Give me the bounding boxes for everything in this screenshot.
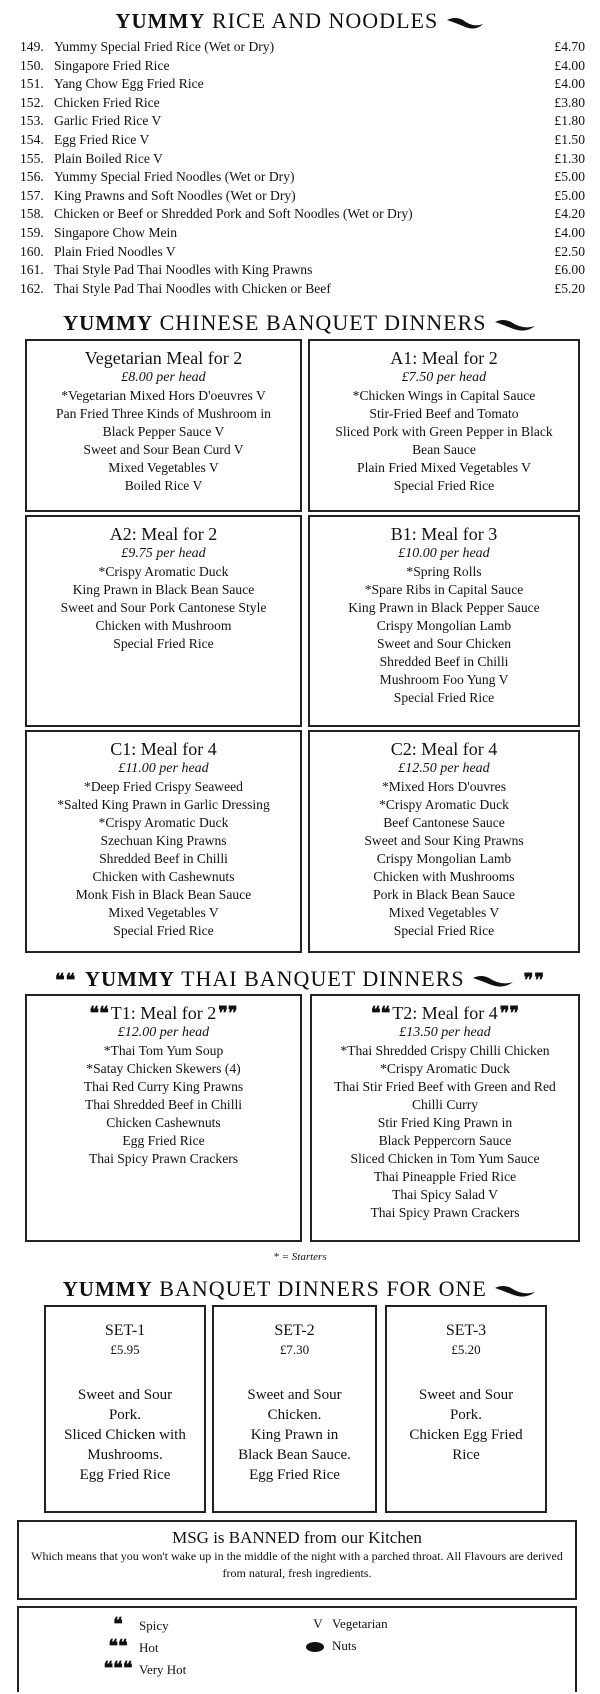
set-dish: Sweet and Sour <box>77 1387 173 1403</box>
meal-price: £10.00 per head <box>398 546 490 561</box>
item-number: 154. <box>20 131 44 147</box>
set-dish: Black Bean Sauce. <box>238 1447 351 1463</box>
item-price: £4.00 <box>554 76 585 92</box>
item-number: 156. <box>20 169 44 185</box>
section-name: CHINESE BANQUET DINNERS <box>153 310 487 335</box>
meal-price: £9.75 per head <box>121 546 206 561</box>
chili-pepper-icon: ❝❝ <box>54 970 77 990</box>
meal-dish: *Thai Tom Yum Soup <box>103 1043 224 1058</box>
meal-price: £8.00 per head <box>121 370 206 385</box>
meal-title: A2: Meal for 2 <box>109 524 218 544</box>
meal-dish: *Crispy Aromatic Duck <box>379 797 509 812</box>
set-title: SET-2 <box>274 1322 315 1339</box>
meal-dish: Pork in Black Bean Sauce <box>373 887 515 902</box>
menu-item-row <box>20 224 585 243</box>
set-dish: Egg Fried Rice <box>79 1467 171 1483</box>
item-price: £1.30 <box>554 150 585 166</box>
meal-title: ❝❝ T2: Meal for 4 ❞❞ <box>370 1003 520 1023</box>
meal-dish: *Satay Chicken Skewers (4) <box>86 1061 241 1076</box>
thai-banquet-title <box>0 966 600 992</box>
meal-dish: *Crispy Aromatic Duck <box>380 1061 510 1076</box>
item-number: 153. <box>20 113 44 129</box>
item-number: 162. <box>20 280 44 296</box>
meal-dish: Sweet and Sour Pork Cantonese Style <box>60 600 267 615</box>
set-dish: Sweet and Sour <box>247 1387 342 1403</box>
item-price: £2.50 <box>554 243 585 259</box>
chili-icon: ❝❝ <box>89 1003 109 1023</box>
set-dish: Pork. <box>108 1407 142 1423</box>
meal-title: A1: Meal for 2 <box>390 348 498 368</box>
item-price: £5.00 <box>554 187 585 203</box>
menu-item-row <box>20 112 585 131</box>
legend-nuts: Nuts <box>304 1636 357 1656</box>
item-price: £5.00 <box>554 169 585 185</box>
meal-dish: Shredded Beef in Chilli <box>379 654 509 669</box>
legend-vegetarian: V Vegetarian <box>304 1614 388 1634</box>
meal-dish: Mushroom Foo Yung V <box>379 672 509 687</box>
meal-dish: Thai Shredded Beef in Chilli <box>84 1097 243 1112</box>
set-dish: Pork. <box>449 1407 483 1423</box>
menu-item-row <box>20 57 585 76</box>
set-title: SET-3 <box>445 1322 487 1339</box>
item-price: £1.80 <box>554 113 585 129</box>
meal-dish: Black Pepper Sauce V <box>102 424 225 439</box>
meal-dish: Stir Fried King Prawn in <box>377 1115 513 1130</box>
legend-very-hot: ❝❝❝ Very Hot <box>97 1658 186 1680</box>
legend-spicy: ❝ Spicy <box>97 1614 169 1636</box>
set-dish: Rice <box>452 1447 480 1463</box>
thai-meal-card <box>25 994 302 1242</box>
meal-dish: Sweet and Sour Bean Curd V <box>83 442 244 457</box>
chili-pepper-icon <box>445 14 485 32</box>
yummy-word: YUMMY <box>115 9 206 33</box>
section-name: RICE AND NOODLES <box>205 8 439 33</box>
meal-dish: Chicken with Mushrooms <box>373 869 515 884</box>
meal-dish: *Salted King Prawn in Garlic Dressing <box>57 797 270 812</box>
legend-hot: ❝❝ Hot <box>97 1636 159 1658</box>
meal-dish: Special Fried Rice <box>393 923 495 938</box>
yummy-word: YUMMY <box>84 967 175 991</box>
meal-dish: Szechuan King Prawns <box>100 833 227 848</box>
rice-noodles-list <box>20 38 585 298</box>
meal-dish: Mixed Vegetables V <box>108 460 219 475</box>
meal-dish: Thai Spicy Salad V <box>392 1187 498 1202</box>
item-name: Singapore Chow Mein <box>54 224 178 240</box>
item-number: 149. <box>20 39 44 54</box>
double-chili-icon: ❝❝ <box>108 1636 128 1656</box>
meal-dish: *Deep Fried Crispy Seaweed <box>84 779 243 794</box>
msg-text: Which means that you won't wake up in the middle of the night with a parched throat. All Flavours are derived from natural, fresh ingredients. <box>31 1549 563 1580</box>
meal-dish: Shredded Beef in Chilli <box>99 851 228 866</box>
menu-item-row <box>20 261 585 280</box>
meal-dish: *Chicken Wings in Capital Sauce <box>352 388 536 403</box>
meal-dish: Black Peppercorn Sauce <box>378 1133 512 1148</box>
chinese-meal-card <box>308 515 580 727</box>
set-dish: Sliced Chicken with <box>64 1427 186 1443</box>
meal-dish: Special Fried Rice <box>393 478 495 493</box>
meal-dish: Chicken with Cashewnuts <box>92 869 235 884</box>
meal-dish: Sliced Pork with Green Pepper in Black <box>335 424 553 439</box>
section-name: THAI BANQUET DINNERS <box>174 966 465 991</box>
set-card <box>385 1305 547 1513</box>
item-name: Chicken Fried Rice <box>54 94 160 110</box>
chinese-meal-card <box>308 339 580 512</box>
menu-item-row <box>20 168 585 187</box>
item-name: Thai Style Pad Thai Noodles with Chicken or Beef <box>54 280 331 296</box>
menu-item-row <box>20 38 585 57</box>
msg-notice <box>17 1520 577 1600</box>
meal-title: C2: Meal for 4 <box>390 739 498 759</box>
menu-item-row <box>20 131 585 150</box>
meal-dish: Chilli Curry <box>411 1097 479 1112</box>
menu-item-row <box>20 150 585 169</box>
set-card <box>44 1305 206 1513</box>
chili-icon: ❝ <box>113 1614 123 1634</box>
item-price: £4.00 <box>554 57 585 73</box>
chinese-meal-card <box>25 730 302 953</box>
meal-dish: Monk Fish in Black Bean Sauce <box>75 887 252 902</box>
meal-dish: Pan Fried Three Kinds of Mushroom in <box>56 406 271 421</box>
meal-dish: Thai Pineapple Fried Rice <box>373 1169 517 1184</box>
yummy-word: YUMMY <box>62 311 154 335</box>
item-name: Yummy Special Fried Noodles (Wet or Dry) <box>54 169 295 185</box>
item-name: Yang Chow Egg Fried Rice <box>54 76 204 92</box>
meal-price: £12.00 per head <box>117 1025 210 1040</box>
item-price: £4.20 <box>554 206 585 222</box>
set-dish: Mushrooms. <box>87 1447 163 1463</box>
set-dish: Chicken Egg Fried <box>409 1427 523 1443</box>
meal-dish: Mixed Vegetables V <box>108 905 219 920</box>
yummy-word: YUMMY <box>62 1277 153 1301</box>
set-price: £5.95 <box>110 1342 140 1357</box>
chili-pepper-icon: ❞❞ <box>523 970 546 990</box>
meal-title: Vegetarian Meal for 2 <box>84 348 243 368</box>
meal-title: B1: Meal for 3 <box>390 524 498 544</box>
chili-icon: ❞❞ <box>218 1003 238 1023</box>
meal-dish: Boiled Rice V <box>124 478 203 493</box>
rice-noodles-title <box>0 8 600 34</box>
meal-dish: *Thai Shredded Crispy Chilli Chicken <box>340 1043 550 1058</box>
item-number: 155. <box>20 150 44 166</box>
meal-dish: Beef Cantonese Sauce <box>383 815 505 830</box>
menu-item-row <box>20 280 585 299</box>
item-name: Egg Fried Rice V <box>54 131 150 147</box>
item-price: £1.50 <box>554 131 585 147</box>
item-name: Chicken or Beef or Shredded Pork and Soft Noodles (Wet or Dry) <box>54 206 413 222</box>
set-price: £7.30 <box>279 1342 310 1357</box>
section-name: BANQUET DINNERS FOR ONE <box>152 1276 487 1301</box>
nut-icon <box>304 1641 326 1653</box>
item-name: Yummy Special Fried Rice (Wet or Dry) <box>54 39 275 54</box>
menu-item-row <box>20 187 585 206</box>
chinese-banquet-title <box>0 310 600 336</box>
set-title: SET-1 <box>104 1322 146 1339</box>
msg-title: MSG is BANNED from our Kitchen <box>172 1528 422 1547</box>
chili-pepper-icon <box>493 316 537 334</box>
meal-dish: Sliced Chicken in Tom Yum Sauce <box>350 1151 540 1166</box>
menu-item-row <box>20 75 585 94</box>
vegetarian-symbol: V <box>313 1616 323 1631</box>
meal-price: £11.00 per head <box>118 761 209 776</box>
item-name: Singapore Fried Rice <box>54 57 170 73</box>
meal-dish: *Spare Ribs in Capital Sauce <box>364 582 524 597</box>
set-dish: Chicken. <box>267 1407 322 1423</box>
set-dish: Egg Fried Rice <box>249 1467 340 1483</box>
meal-dish: Thai Spicy Prawn Crackers <box>370 1205 520 1220</box>
item-name: Garlic Fried Rice V <box>54 113 162 129</box>
meal-price: £12.50 per head <box>398 761 490 776</box>
menu-item-row <box>20 94 585 113</box>
meal-dish: Special Fried Rice <box>113 636 214 651</box>
chinese-meal-card <box>308 730 580 953</box>
set-price: £5.20 <box>451 1342 481 1357</box>
item-price: £3.80 <box>554 94 585 110</box>
item-number: 159. <box>20 224 44 240</box>
meal-price: £13.50 per head <box>399 1025 491 1040</box>
item-price: £4.70 <box>554 39 585 54</box>
meal-dish: Plain Fried Mixed Vegetables V <box>357 460 531 475</box>
item-number: 161. <box>20 262 44 278</box>
item-price: £6.00 <box>554 262 585 278</box>
chinese-meal-card <box>25 515 302 727</box>
chinese-meal-card <box>25 339 302 512</box>
meal-dish: Chicken Cashewnuts <box>106 1115 221 1130</box>
item-number: 151. <box>20 76 44 92</box>
meal-dish: Thai Spicy Prawn Crackers <box>88 1151 239 1166</box>
set-dish: King Prawn in <box>250 1427 339 1443</box>
meal-dish: Mixed Vegetables V <box>388 905 500 920</box>
item-price: £4.00 <box>554 224 585 240</box>
meal-title: C1: Meal for 4 <box>110 739 217 759</box>
meal-dish: *Spring Rolls <box>406 564 482 579</box>
item-name: King Prawns and Soft Noodles (Wet or Dry) <box>54 187 296 203</box>
item-number: 160. <box>20 243 44 259</box>
meal-dish: Thai Red Curry King Prawns <box>83 1079 244 1094</box>
meal-title: ❝❝ T1: Meal for 2 ❞❞ <box>89 1003 238 1023</box>
item-name: Plain Boiled Rice V <box>54 150 163 166</box>
item-number: 152. <box>20 94 44 110</box>
meal-dish: Sweet and Sour King Prawns <box>364 833 524 848</box>
legend-box <box>17 1606 577 1692</box>
menu-item-row <box>20 243 585 262</box>
meal-dish: King Prawn in Black Bean Sauce <box>72 582 255 597</box>
meal-dish: *Vegetarian Mixed Hors D'oeuvres V <box>61 388 266 403</box>
meal-price: £7.50 per head <box>401 370 487 385</box>
starters-note: * = Starters <box>273 1251 327 1263</box>
meal-dish: *Crispy Aromatic Duck <box>98 564 229 579</box>
meal-dish: Stir-Fried Beef and Tomato <box>369 406 519 421</box>
item-number: 158. <box>20 206 44 222</box>
meal-dish: Chicken with Mushroom <box>95 618 232 633</box>
item-price: £5.20 <box>554 280 585 296</box>
meal-dish: Crispy Mongolian Lamb <box>376 618 512 633</box>
meal-dish: Special Fried Rice <box>393 690 495 705</box>
meal-dish: Egg Fried Rice <box>122 1133 205 1148</box>
chili-icon: ❞❞ <box>499 1003 520 1023</box>
thai-meal-card <box>310 994 580 1242</box>
set-dish: Sweet and Sour <box>418 1387 514 1403</box>
meal-dish: Bean Sauce <box>412 442 476 457</box>
chili-pepper-icon <box>471 972 515 990</box>
banquet-for-one-title <box>0 1276 600 1302</box>
chili-icon: ❝❝ <box>370 1003 391 1023</box>
item-number: 150. <box>20 57 44 73</box>
meal-dish: Sweet and Sour Chicken <box>376 636 512 651</box>
chili-pepper-icon <box>493 1282 537 1300</box>
item-name: Plain Fried Noodles V <box>54 243 176 259</box>
item-name: Thai Style Pad Thai Noodles with King Prawns <box>54 262 313 278</box>
menu-item-row <box>20 205 585 224</box>
meal-dish: Thai Stir Fried Beef with Green and Red <box>334 1079 556 1094</box>
meal-dish: *Mixed Hors D'ouvres <box>381 779 507 794</box>
item-number: 157. <box>20 187 44 203</box>
meal-dish: Crispy Mongolian Lamb <box>376 851 512 866</box>
triple-chili-icon: ❝❝❝ <box>103 1658 133 1678</box>
meal-dish: King Prawn in Black Pepper Sauce <box>348 600 540 615</box>
set-card <box>212 1305 377 1513</box>
meal-dish: Special Fried Rice <box>113 923 214 938</box>
meal-dish: *Crispy Aromatic Duck <box>98 815 229 830</box>
